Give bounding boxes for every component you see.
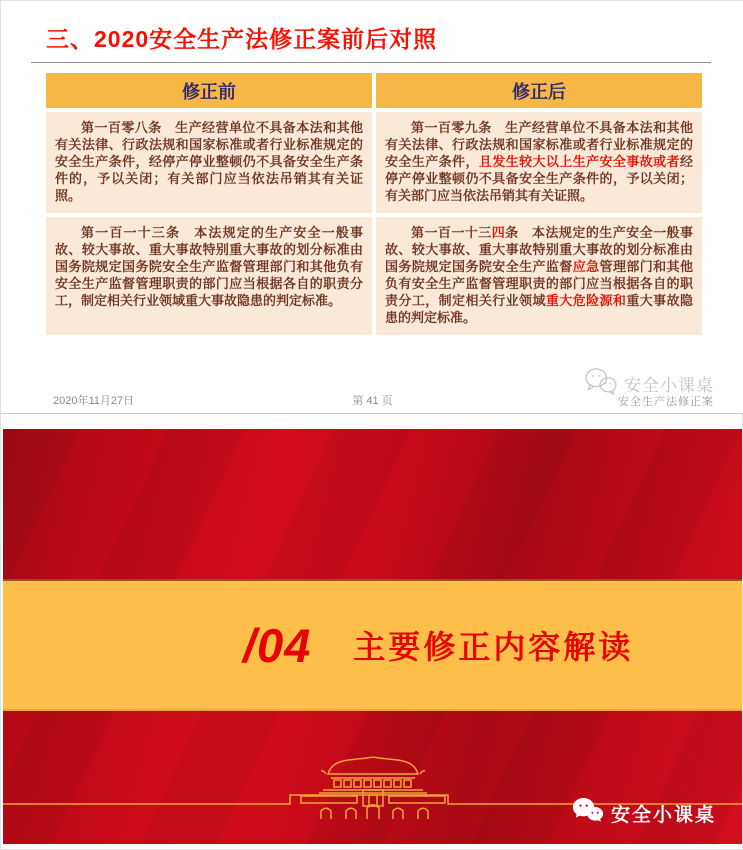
table-header-after: 修正后: [376, 73, 702, 108]
slide-section-divider: [3, 429, 742, 844]
table-cell-row1-after: 第一百零九条 生产经营单位不具备本法和其他有关法律、行政法规和国家标准或者行业标准规定的安全生产条件，且发生较大以上生产安全事故或者经停产停业整顿仍不具备安全生产条件的，予以关闭；有关部门应当依法吊销其有关证照。: [376, 112, 702, 213]
title-divider: [31, 62, 711, 63]
brand-watermark: [572, 797, 716, 829]
wechat-icon: [584, 367, 618, 400]
slide-title: 三、2020安全生产法修正案前后对照: [46, 26, 438, 52]
table-cell-row2-before: 第一百一十三条 本法规定的生产安全一般事故、较大事故、重大事故特别重大事故的划分标准由国务院规定国务院安全生产监督管理部门和其他负有安全生产监督管理职责的部门应当根据各自的职责分工，制定相关行业领域重大事故隐患的判定标准。: [46, 217, 372, 335]
footer-page-number: 第 41 页: [352, 395, 393, 407]
comparison-table: [46, 73, 702, 335]
brand-name: 安全小课桌: [624, 376, 714, 395]
section-banner: [3, 579, 742, 711]
table-cell-row2-after: 第一百一十三四条 本法规定的生产安全一般事故、较大事故、重大事故特别重大事故的划分标准由国务院规定国务院安全生产监督应急管理部门和其他负有安全生产监督管理职责的部门应当根据各自的职责分工，制定相关行业领域重大危险源和重大事故隐患的判定标准。: [376, 217, 702, 335]
table-cell-row1-before: 第一百零八条 生产经营单位不具备本法和其他有关法律、行政法规和国家标准或者行业标准规定的安全生产条件，经停产停业整顿仍不具备安全生产条件的，予以关闭；有关部门应当依法吊销其有关证照。: [46, 112, 372, 213]
table-header-before: 修正前: [46, 73, 372, 108]
footer-date: 2020年11月27日: [53, 395, 135, 407]
wechat-icon: [572, 797, 604, 829]
slide-comparison-table: [1, 1, 743, 414]
brand-name: 安全小课桌: [610, 804, 716, 826]
section-title: 主要修正内容解读: [353, 629, 634, 665]
section-number: /04: [243, 618, 312, 672]
brand-subtitle: 安全生产法修正案: [618, 396, 714, 408]
